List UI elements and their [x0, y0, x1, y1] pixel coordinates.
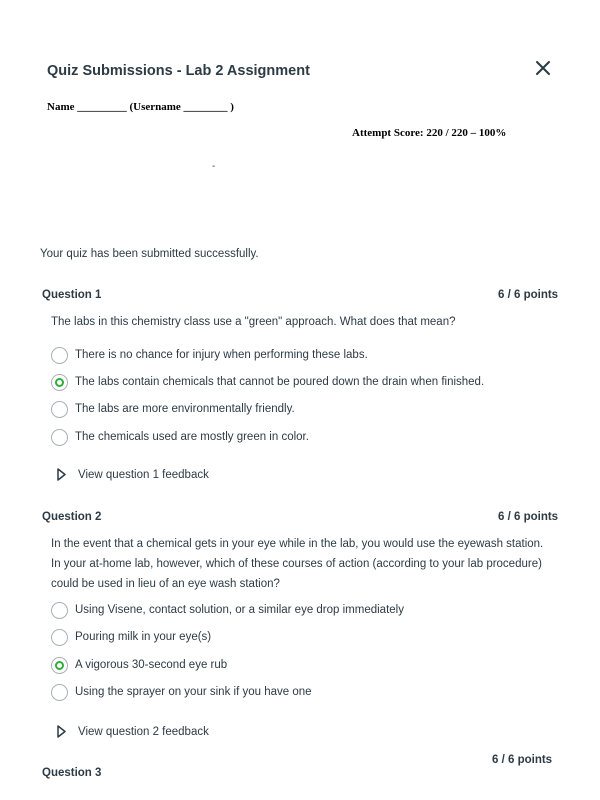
answer-label: A vigorous 30-second eye rub: [75, 659, 228, 671]
question-2-answer-2[interactable]: [51, 628, 211, 646]
question-2-points: 6 / 6 points: [498, 511, 559, 523]
answer-label: There is no chance for injury when performing these labs.: [75, 349, 368, 361]
question-3-heading: Question 3: [42, 767, 102, 779]
feedback-link-label: View question 2 feedback: [78, 725, 209, 738]
question-3-points: 6 / 6 points: [492, 754, 553, 766]
page-title: Quiz Submissions - Lab 2 Assignment: [47, 63, 310, 79]
question-1-feedback-toggle[interactable]: [57, 468, 209, 481]
dash-mark: -: [212, 161, 216, 172]
question-2-feedback-toggle[interactable]: [57, 725, 209, 738]
question-1-answer-3[interactable]: [51, 400, 295, 418]
answer-label: Pouring milk in your eye(s): [75, 631, 212, 643]
attempt-score: Attempt Score: 220 / 220 – 100%: [352, 127, 507, 139]
radio-button[interactable]: [51, 429, 68, 446]
question-1-answer-2[interactable]: [51, 373, 484, 391]
radio-button[interactable]: [51, 629, 68, 646]
question-1-points: 6 / 6 points: [498, 289, 559, 301]
radio-button[interactable]: [51, 684, 68, 701]
question-2-heading: Question 2: [42, 511, 102, 523]
question-1-heading: Question 1: [42, 289, 102, 301]
close-icon[interactable]: [532, 57, 554, 79]
answer-label: The labs are more environmentally friendly.: [75, 403, 295, 415]
radio-button[interactable]: [51, 401, 68, 418]
answer-label: Using the sprayer on your sink if you have one: [75, 686, 312, 698]
radio-button[interactable]: [51, 602, 68, 619]
question-2-text: In the event that a chemical gets in your eye while in the lab, you would use the eyewash station. In your at-home lab, however, which of these courses of action (according to your lab procedure) could be used in lieu of an eye wash station?: [51, 538, 544, 590]
question-1-answer-1[interactable]: [51, 346, 368, 364]
selected-correct-radio-icon[interactable]: [51, 374, 68, 391]
question-1-answer-4[interactable]: [51, 428, 309, 446]
question-2-answer-4[interactable]: [51, 683, 312, 701]
submission-status-message: Your quiz has been submitted successfully.: [40, 248, 259, 260]
selected-correct-radio-icon[interactable]: [51, 657, 68, 674]
answer-label: The labs contain chemicals that cannot be poured down the drain when finished.: [75, 376, 485, 388]
name-username-line: Name _________ (Username ________ ): [47, 101, 234, 113]
question-1-text: The labs in this chemistry class use a "green" approach. What does that mean?: [51, 316, 456, 328]
expand-triangle-icon: [57, 468, 66, 481]
answer-label: The chemicals used are mostly green in color.: [75, 431, 309, 443]
question-2-answer-3[interactable]: [51, 656, 227, 674]
expand-triangle-icon: [57, 725, 66, 738]
answer-label: Using Visene, contact solution, or a similar eye drop immediately: [75, 604, 404, 616]
question-2-answer-1[interactable]: [51, 601, 404, 619]
feedback-link-label: View question 1 feedback: [78, 468, 209, 481]
radio-button[interactable]: [51, 347, 68, 364]
